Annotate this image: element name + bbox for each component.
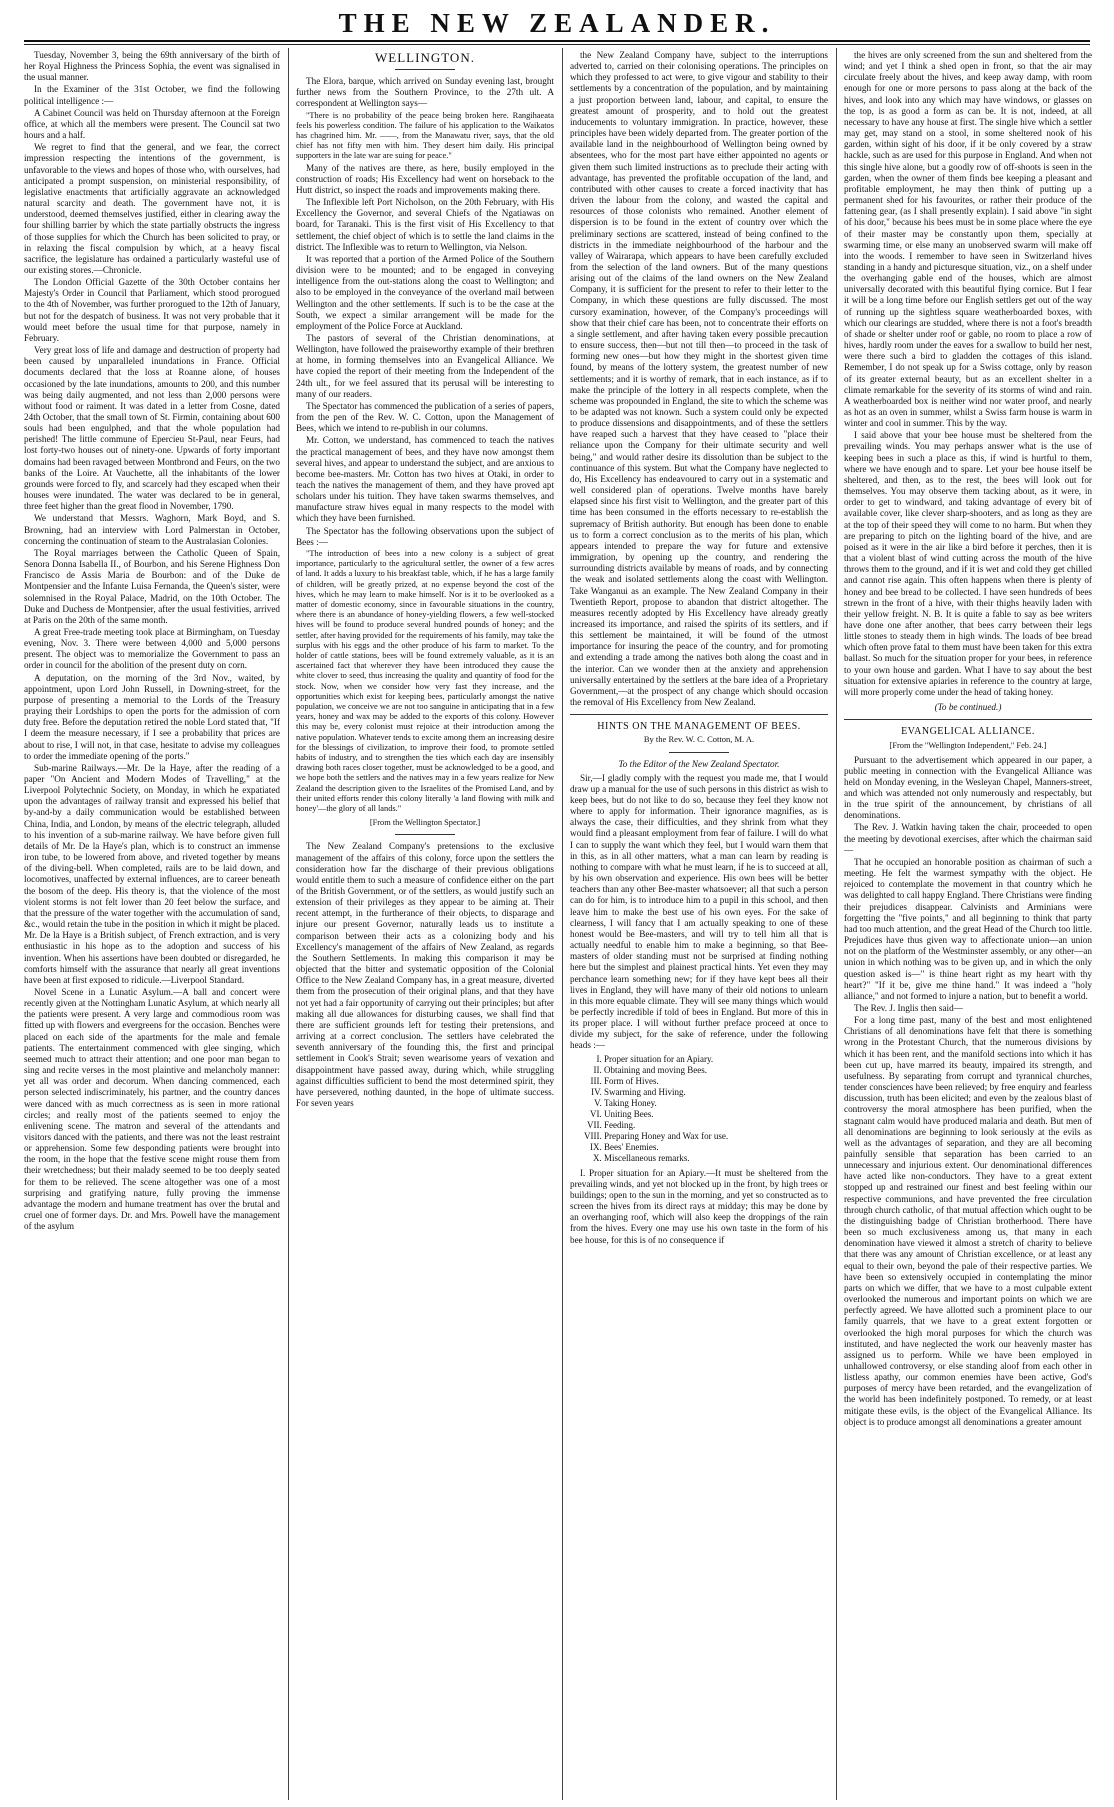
article-paragraph: I. Proper situation for an Apiary.—It must be sheltered from the prevailing winds, and yet not blocked up in the front, by high trees or buildings; open to the sun in the morning, and yet so constructed as to screen the hives from its direct rays at midday; this may be done by an overhanging roof, which will also keep the droppings of the rain from the hives. Every one may use his own taste in the form of his bee house, for this is of no consequence if (570, 1167, 828, 1245)
article-paragraph: Pursuant to the advertisement which appeared in our paper, a public meeting in connection with the Evangelical Alliance was held on Monday evening, in the Wesleyan Chapel, Manners-street, and which was attended not only numerously and respectably, but in the true spirit of the announcement, by christians of all denominations. (844, 754, 1092, 821)
masthead-rule (24, 40, 1090, 42)
quoted-letter: "There is no probability of the peace being broken here. Rangihaeata feels his powerless condition. The failure of his application to the Waikatos has chagrined him. Mr. ——, from the Manawatu river, says, that the old chief has not fifty men with him. They desert him daily. His principal supporters in the late war are suing for peace." (296, 110, 554, 161)
masthead (0, 0, 1114, 42)
news-paragraph: Tuesday, November 3, being the 69th anniversary of the birth of her Royal Highness the Princess Sophia, the event was signalised in the usual manner. (24, 50, 280, 83)
section-rule (844, 719, 1092, 720)
topic-item: V. Taking Honey. (604, 1098, 828, 1109)
news-paragraph: Very great loss of life and damage and destruction of property had been caused by unparalleled inundations in France. Official documents declared that the loss at Roanne alone, of houses occasioned by the late inundations, amounts to 200, and this number was being daily augmented, and not less than 2,000 persons were without food or raiment. It was dated in a letter from Cosne, dated 24th October, that the small town of St. Firmin, containing about 600 souls had been engulphed, and that the whole population had perished! The little commune of Epercieu St-Paul, near Feurs, had lost forty-two houses out of ninety-one. Upwards of forty important domains had been ravaged between Montbrond and Feurs, on the two banks of the Loire. At Vauchette, all the inhabitants of the lower grounds were forced to fly, and scarcely had they escaped when their houses were inundated. The water was declared to be in general, three feet higher than the great flood in November, 1790. (24, 345, 280, 512)
column-2 (296, 50, 554, 1798)
news-paragraph: Novel Scene in a Lunatic Asylum.—A ball and concert were recently given at the Nottingham Lunatic Asylum, at which nearly all the patients were present. A very large and commodious room was fitted up with flowers and evergreens for the occasion. Benches were placed on each side of the apartments for the male and female patients. The entertainment commenced with glee singing, which seemed much to attract their attention; and one poor man began to sing and recite verses in the most plaintive and melancholy manner: yet all was order and decorum. When dancing commenced, each person selected indiscriminately, his partner, and the country dances were danced with as much correctness as is seen in more rational circles; and really most of the patients seemed to enjoy the enlivening scene. The matron and several of the attendants and visitors danced with the patients, and there was not the least restraint or apprehension. Some few desponding patients were brought into the room, in the hope that the festive scene might rouse them from their wretchedness; but their malady seemed to be too deeply seated for them to be relieved. The scene altogether was one of a most surprising and gratifying nature, fully proving the immense advantage the modern and humane treatment has over the brutal and cruel one of former days. Dr. and Mrs. Powell have the management of the asylum (24, 986, 280, 1232)
article-paragraph: The pastors of several of the Christian denominations, at Wellington, have followed the praiseworthy example of their brethren at home, in forming themselves into an Evangelical Alliance. We have copied the report of their meeting from the Independent of the 24th ult., for we feel assured that its perusal will be interesting to many of our readers. (296, 332, 554, 399)
news-paragraph: We understand that Messrs. Waghorn, Mark Boyd, and S. Browning, had an interview with Lord Palmerstan in October, concerning the continuation of steam to the Australasian Colonies. (24, 513, 280, 546)
article-paragraph: The Spectator has commenced the publication of a series of papers, from the pen of the Rev. W. C. Cotton, upon the Management of Bees, which we intend to re-publish in our columns. (296, 400, 554, 434)
news-paragraph: Sub-marine Railways.—Mr. De la Haye, after the reading of a paper "On Ancient and Modern Modes of Travelling," at the Liverpool Polytechnic Society, on Monday, in which he expatiated upon the advantages of railway transit and expressed his belief that by-and-by a daily communication would be established between China, India, and London, by means of the electric telegraph, alluded to his invention of a sub-marine railway. We have before given full details of Mr. De la Haye's plan, which is to construct an immense iron tube, to be lowered from above, and riveted together by means of the diving-bell. When completed, rails are to be laid down, and locomotives, unaffected by external influences, are to career beneath the bosom of the deep. His theory is, that the violence of the most violent storms is not felt lower than 20 feet below the surface, and that the pressure of the water together with the accumulation of sand, &c., would retain the tube in the position in which it might be placed. Mr. De la Haye is a British subject, of French extraction, and is very enthusiastic in his hope as to the adoption and success of his invention. When his assertions have been doubted or disregarded, he comforts himself with the assurance that nearly all great inventions have been at first exposed to ridicule.—Liverpool Standard. (24, 762, 280, 985)
topic-item: VI. Uniting Bees. (604, 1109, 828, 1120)
column-divider (562, 48, 563, 1800)
topic-item: IX. Bees' Enemies. (604, 1142, 828, 1153)
news-paragraph: The Royal marriages between the Catholic Queen of Spain, Senora Donna Isabella II., of Bourbon, and his Serene Highness Don Francisco de Assis Maria de Bourbon: and of the Duke de Montpensier and the Infante Luisa Fernanda, the Queen's sister, were solemnised in the Royal Palace, Madrid, on the 10th October. The Duke and Duchess de Montpensier, after the usual festivities, arrived at Paris on the 20th of the same month. (24, 547, 280, 625)
article-paragraph: The Spectator has the following observations upon the subject of Bees :— (296, 525, 554, 547)
article-paragraph: For a long time past, many of the best and most enlightened Christians of all denominations have felt that there is something wrong in the Protestant Church, that the numerous divisions by which it has been rent, and the manifold sections into which it has been cut up, have marred its beauty, impaired its strength, and usefulness. By separating from corrupt and tyrannical churches, tender consciences have been relieved; by free enquiry and fearless discussion, truth has been elicited; and even by the zealous blast of controversy the moral atmosphere has been purified, when the stagnant calm would have produced malaria and death. But men of all denominations are beginning to look seriously at the evils as well as the advantages of separation, and they are all becoming painfully sensible that separation has been carried to an unnecessary and injurious extent. Our denominational differences have acted like non-conductors. They have to a great extent stopped up and restrained our finest and best feeling within our respective communions, and have prevented the free circulation through church catholic, of that mutual affection which ought to be the distinguishing badge of Christian brotherhood. There have been so much exclusiveness among us, that many in each denomination have viewed it almost a stretch of charity to believe that there was any amount of Christian excellence, or at least any equal to their own, beyond the pale of their respective parties. We have been so extensively occupied in contemplating the minor parts on which we differ, that we have to a most culpable extent overlooked the numerous and important points on which we are perfectly agreed. We have allotted such a prominent place to our family quarrels, that we have to a great extent forgotten or overlooked the high moral purposes for which the church was instituted, and have neglected the work our heavenly master has assigned us to perform. While we have been employed in unhallowed controversy, or else standing aloof from each other in listless apathy, our common enemies have been active, God's purposes of mercy have been retarded, and the evangelization of the world has been indefinitely postponed. To remedy, or at least mitigate these evils, is the object of the Evangelical Alliance. Its object is to produce amongst all denominations a greater amount (844, 1015, 1092, 1427)
column-1 (24, 50, 280, 1798)
article-paragraph: Sir,—I gladly comply with the request you made me, that I would draw up a manual for the use of such persons in this district as wish to keep bees, but do not like to do so, because they feel they know not where to apply for information. Their ignorance magnifies, as is always the case, their difficulties, and they shrink from what they would find a pleasant employment from fear of failure. I will do what I can to supply the want which they feel, but I would warn them that in this, as in all other matters, what a man can learn by reading is nothing to compare with what he must learn, if he is to succeed at all, by his own observation and experience. His own bees will be better teachers than any other Bee-master whatsoever; all that such a person can do for him, is to introduce him to a pupil in this school, and then leave him to make the best use of his own eyes. For the sake of clearness, I will fancy that I am actually speaking to one of these honest would be Bee-masters, and will try to tell him all that is actually needful to enable him to make a beginning, so that Bee-masters of older standing must not be surprised at finding nothing here but the simplest and plainest practical hints. Yet even they may perchance learn something new; for if they have kept bees all their lives in England, they will have many of their old notions to unlearn in this more equable climate. They will see many things which would be perfectly incredible if told of bees in England. But more of this in its proper place. I will without further preface proceed at once to divide my subject, for the sake of reference, under the following heads :— (570, 772, 828, 1051)
news-paragraph: We regret to find that the general, and we fear, the correct impression respecting the intentions of the government, is unfavorable to the views and hopes of those who, with ourselves, had anticipated a prompt suspension, on ministerial responsibility, of legislative enactments that artificially aggravate an acknowledged natural scarcity and death. The government have not, it is understood, deemed themselves justified, either in clearing away the four shilling barrier by which the state partially obstructs the ingress of those supplies for which the Church has been solicited to pray, or in relaxing the fiscal compulsion by which, at a heavy fiscal sacrifice, the legislature has ordained a particularly wasteful use of our existing stores.—Chronicle. (24, 142, 280, 275)
column-3 (570, 50, 828, 1798)
byline: By the Rev. W. C. Cotton, M. A. (643, 734, 755, 745)
article-paragraph: It was reported that a portion of the Armed Police of the Southern division were to be mounted; and to be engaged in conveying intelligence from the out-stations along the coast to Wellington; and also to be employed in the conveyance of the overland mail between Wellington and the other settlements. If such is to be the case at the South, we expect a similar arrangement will be made for the employment of the Police Force at Auckland. (296, 253, 554, 331)
section-heading-evangelical: EVANGELICAL ALLIANCE. (901, 726, 1035, 738)
newspaper-title: THE NEW ZEALANDER. (338, 8, 776, 38)
section-rule (395, 834, 455, 835)
column-divider (836, 48, 837, 1800)
source-attribution: [From the "Wellington Independent," Feb. 24.] (889, 741, 1047, 751)
article-paragraph: the hives are only screened from the sun and sheltered from the wind; and yet I think a shed open in front, so that the air may circulate freely about the hives, and keep away damp, with room enough for one or more persons to pass along at the back of the hives, and look into any which may have windows, or glasses on the top, is as good a form as can be. It is not, indeed, at all necessary to have any house at first. The single hive which a settler may get, may stand on a stool, in some sheltered nook of his garden, within sight of his door, if it be only covered by a straw hackle, such as are used for this purpose in England. And when not this single hive alone, but a goodly row of off-shoots is seen in the garden, when the owner of them finds bee keeping a pleasant and profitable employment, he may then think of putting up a permanent shed for his favourites, or rather their produce of the fattening gear, (as I shall presently explain). I said above "in sight of his door," because his bees must be in some place where the eye of their master may be constantly upon them, specially at swarming time, or else many an unobserved swarm will make off into the woods. I remember to have seen in Switzerland hives standing in a handy and picturesque situation, viz., on a shelf under the overhanging gable end of the houses, which are almost universally decorated with this beautiful flying cornice. But I fear it will be a long time before our English settlers get out of the way of running up the sightless square weatherboarded boxes, with which our clearings are studded, where there is not a foot's breadth of shade or shelter under roof or gable, no room to place a row of hives, hardly room under the eaves for a swallow to build her nest, were there such a bird to gladden the cottages of this island. Remember, I do not speak up for a Swiss cottage, only by reason of its greater external beauty, but as an excellent shelter in a climate remarkable for the severity of its storms of wind and rain. A weatherboarded box is neither wind nor water proof, and nearly as hot as an oven in summer, whilst a Swiss farm house is warm in winter and cool in summer. This by the way. (844, 50, 1092, 429)
news-paragraph: A Cabinet Council was held on Thursday afternoon at the Foreign office, at which all the members were present. The Council sat two hours and a half. (24, 107, 280, 141)
article-paragraph: The Rev. J. Watkin having taken the chair, proceeded to open the meeting by devotional exercises, after which the chairman said— (844, 822, 1092, 855)
article-paragraph: Mr. Cotton, we understand, has commenced to teach the natives the practical management of bees, and they have now amongst them several hives, and appear to understand the subject, and are anxious to become bee-masters. Mr. Cotton has two hives at Otaki, in order to teach the natives the management of them, and they have proved apt scholars under his tuition. They have taken swarms themselves, and manufacture straw hives equal in many respects to the model with which they have been furnished. (296, 435, 554, 524)
section-rule (570, 714, 828, 715)
column-4 (844, 50, 1092, 1798)
to-be-continued: (To be continued.) (934, 702, 1002, 713)
letter-address: To the Editor of the New Zealand Spectator. (618, 758, 780, 769)
article-paragraph: That he occupied an honorable position as chairman of such a meeting. He felt the warmest sympathy with the object. He rejoiced to contemplate the movement in that country which he was delighted to call happy England. There Christians were finding their prejudices disappear. Calvinists and Arminians were forgetting the "five points," and all beginning to think that party had too much attention, and the great Head of the Church too little. Prejudices have thus given way to affectionate union—an union not on the platform of the Westminster assembly, or any other—an union in which nothing was to be given up, and in which the only question asked is—" is thine heart right as my heart with thy heart?" "If it be, give me thine hand." It was indeed a "holy alliance," and not formed to injure a nation, but to benefit a world. (844, 856, 1092, 1001)
masthead-rule-thin (24, 44, 1090, 45)
quoted-extract: "The introduction of bees into a new colony is a subject of great importance, particularly to the agricultural settler, the owner of a few acres of land. It adds a luxury to his breakfast table, which, if he has a large family of children, will be greatly prized, at no expense beyond the cost of the hives, which he may learn to make himself. Nor is it to be overlooked as a matter of domestic economy, since in favourable situations in the country, where there is an abundance of honey-yielding flowers, a few well-stocked hives will be found to produce several hundred pounds of honey; and the settler, after having provided for the requirements of his family, may take the surplus with his eggs and the other produce of his farm to market. To the holder of cattle stations, bees will be found extremely valuable, as it is an ascertained fact that wherever they have been introduced they cause the white clover to seed, thus increasing the quality and quantity of food for the stock. Now, when we consider how very fast they increase, and the opportunities which exist for keeping bees, particularly amongst the native population, we conceive we are not too sanguine in anticipating that in a few years, honey and wax may be added to the exports of this colony. However this may be, every colonist must rejoice at their introduction among the native population. Whatever tends to excite among them an increasing desire for the blessings of civilization, to improve their food, to promote settled habits of industry, and to strengthen the ties which each day are insensibly drawing both races closer together, must be acknowledged to be a good, and we hope both the settlers and the natives may in a few years realize for New Zealand the description given to the Israelites of the Promised Land, and by their united efforts render this colony literally 'a land flowing with milk and honey'—the glory of all lands." (296, 548, 554, 814)
article-paragraph: The Inflexible left Port Nicholson, on the 20th February, with His Excellency the Governor, and several Chiefs of the Ngatiawas on board, for Taranaki. This is the first visit of His Excellency to that settlement, the chief object of which is to settle the land claims in the district. The Inflexible was to return to Wellington, via Nelson. (296, 197, 554, 252)
heading-rule (395, 69, 455, 70)
heading-rule (669, 752, 729, 753)
article-paragraph: Many of the natives are there, as here, busily employed in the construction of roads; His Excellency had went on horseback to the Hutt district, so inspect the roads and improvements making there. (296, 162, 554, 195)
topic-item: VII. Feeding. (604, 1120, 828, 1131)
article-paragraph: The New Zealand Company's pretensions to the exclusive management of the affairs of this colony, force upon the settlers the consideration how far the discharge of their previous obligations would entitle them to such a measure of confidence either on the part of the British Government, or of the settlers, as would justify such an extension of their privileges as they appear to be aiming at. Their recent attempt, in the furtherance of their objects, to disparage and injure our present Governor, naturally leads us to institute a comparison between their acts as a colonizing body and his Excellency's management of the affairs of New Zealand, as regards the Southern Settlements. In making this comparison it may be objected that the bitter and systematic opposition of the Colonial Office to the New Zealand Company has, in a great measure, diverted them from the prosecution of their original plans, and that they have not yet had a fair opportunity of carrying out their principles; but after making all due allowances for disturbing causes, we shall find that there are sufficient grounds left for testing their pretensions, and arriving at a correct conclusion. The settlers have celebrated the seventh anniversary of the founding this, the first and principal settlement in Cook's Strait; seven wearisome years of vexation and disappointment have passed away, during which, while struggling against difficulties sufficient to bend the most determined spirit, they have persevered, nothing daunted, in the hope of ultimate success. For seven years (296, 841, 554, 1108)
topic-item: VIII. Preparing Honey and Wax for use. (604, 1131, 828, 1142)
section-heading-wellington: WELLINGTON. (375, 50, 475, 65)
news-paragraph: In the Examiner of the 31st October, we find the following political intelligence :— (24, 84, 280, 106)
topic-item: III. Form of Hives. (604, 1076, 828, 1087)
topic-item: X. Miscellaneous remarks. (604, 1153, 828, 1164)
article-paragraph: The Rev. J. Inglis then said— (854, 1002, 963, 1013)
article-paragraph: The Elora, barque, which arrived on Sunday evening last, brought further news from the Southern Province, to the 27th ult. A correspondent at Wellington says— (296, 76, 554, 109)
news-paragraph: A great Free-trade meeting took place at Birmingham, on Tuesday evening, Nov. 3. There were between 4,000 and 5,000 persons present. The object was to memorialize the Government to pass an order in council for the abolition of the present duty on corn. (24, 626, 280, 671)
news-paragraph: The London Official Gazette of the 30th October contains her Majesty's Order in Council that Parliament, which stood prorogued to the 4th of November, was further prorogued to the 12th of January, but not for the despatch of business. It was not very probable that it would meet before the usual time for that purpose, namely in February. (24, 277, 280, 343)
topic-item: IV. Swarming and Hiving. (604, 1087, 828, 1098)
topic-item: I. Proper situation for an Apiary. (604, 1054, 828, 1065)
topic-item: II. Obtaining and moving Bees. (604, 1065, 828, 1076)
topics-list (570, 1054, 828, 1164)
article-paragraph: I said above that your bee house must be sheltered from the prevailing winds. You may perhaps answer what is the use of keeping bees in such a place as this, if wind is hurtful to them, where we have enough and to spare. Let your bee house itself be sheltered, and then, as to the rest, the bees will look out for themselves. You may observe them tacking about, as it were, in order to get to windward, and taking advantage of every bit of available cover, like clever sharp-shooters, and as long as they are at the top of their speed they will come to no harm. But when they are preparing to pitch on the lighting board of the hive, and are poised as it were in the air like a bird before it perches, then it is that a violent blast of wind cutting across the mouth of the hive throws them to the ground, and if it is wet and cold they get chilled and cannot rise again. This often happens when there is plenty of honey and bee bread to be collected. I have seen hundreds of bees strewn in the front of a hive, with their thighs heavily laden with their yellow freight. N. B. It is quite a fable to say as bee writers have done one after another, that bees carry between their legs little stones to steady them in high winds. The loads of bee bread which often prove fatal to them must have been taken for this extra ballast. So much for the situation proper for your bees, in reference to your own house and garden. What I have to say about the best situation for extensive apiaries in reference to the country at large, will more properly come under the head of taking honey. (844, 430, 1092, 697)
column-divider (288, 48, 289, 1800)
section-heading-bees: HINTS ON THE MANAGEMENT OF BEES. (597, 721, 801, 733)
news-paragraph: A deputation, on the morning of the 3rd Nov., waited, by appointment, upon Lord John Russell, in Downing-street, for the purpose of presenting a memorial to the Lords of the Treasury praying their Lordships to open the ports for the admission of corn duty free. Before the deputation retired the noble Lord stated that, "If I deem the measure necessary, if I see a probability that prices are about to rise, I will not, in that case, hesitate to advise my colleagues to order the immediate opening of the ports." (24, 672, 280, 761)
article-paragraph: the New Zealand Company have, subject to the interruptions adverted to, carried on their colonising operations. The principles on which they professed to act were, to give vigour and stability to their settlements by a concentration of the population, and by maintaining a just proportion between land, labour, and capital, to ensure the greatest amount of prosperity, and to hold out the greatest inducements to voluntary immigration. In practice, however, these principles have been widely departed from. The greater portion of the available land in the neighbourhood of Wellington being owned by absentees, who for the most part have either appointed no agents or given them such limited instructions as to preclude their acting with advantage, has prevented the profitable occupation of the land, and contributed with other causes to create a forced inactivity that has driven the labour from the colony, and wasted the capital and resources of those colonists who remained. Another element of dispersion is to be found in the extent of country over which the preliminary sections are scattered, instead of being confined to the districts in the immediate neighbourhood of the harbour and the valley of Wairarapa, which appears to have been carefully excluded from the selection of the land owners. But of the many questions arising out of the claims of the land owners on the New Zealand Company, it is sufficient for the present to refer to their letter to the Company, in which these questions are fully discussed. The most cursory examination, however, of the Company's proceedings will show that their chief care has been, not to concentrate their efforts on a single settlement, and after having taken every possible precaution to ensure success, then—but not till then—to proceed in the task of forming new ones—but how they might in the shortest given time found, by means of the lottery system, the greatest number of new settlements; and it is worthy of remark, that in each instance, as if to make the principle of the lottery in all respects complete, when the scheme was propounded in England, the site to which the scheme was to be adapted was not known. Such a system could only be expected to produce dissensions and disappointments, and of these the settlers have reaped such a harvest that they have ceased to "place their reliance upon the Company for their ultimate security and well being," and would rather desire its dissolution than be subject to the continuance of this system. But what the Company have neglected to do, His Excellency has endeavoured to carry out in a systematic and well considered plan of operations. Twelve months have barely elapsed since his first visit to Wellington, and the greater part of this time has been consumed in the efforts necessary to re-establish the supremacy of British authority. But enough has been done to enable us to form a correct conclusion as to the merits of his plan, which appears intended to prepare the way for future and extensive immigration, by opening up the country, and rendering the surrounding districts available by means of roads, and by connecting the weak and isolated settlements along the coast with Wellington. Take Wanganui as an example. The New Zealand Company in their Twentieth Report, propose to abandon that district altogether. The measures recently adopted by His Excellency have already greatly increased its importance, and raised the spirits of its settlers, and if this settlement be maintained, it will be found of the utmost importance for insuring the peace of the country, and for promoting and extending a trade among the natives both along the coast and in the interior. Can we wonder then at the anxiety and apprehension universally entertained by the settlers at the bare idea of a Proprietary Government,—at the prospect of any change which should occasion the removal of His Excellency from New Zealand. (570, 50, 828, 708)
source-attribution: [From the Wellington Spectator.] (369, 818, 481, 828)
